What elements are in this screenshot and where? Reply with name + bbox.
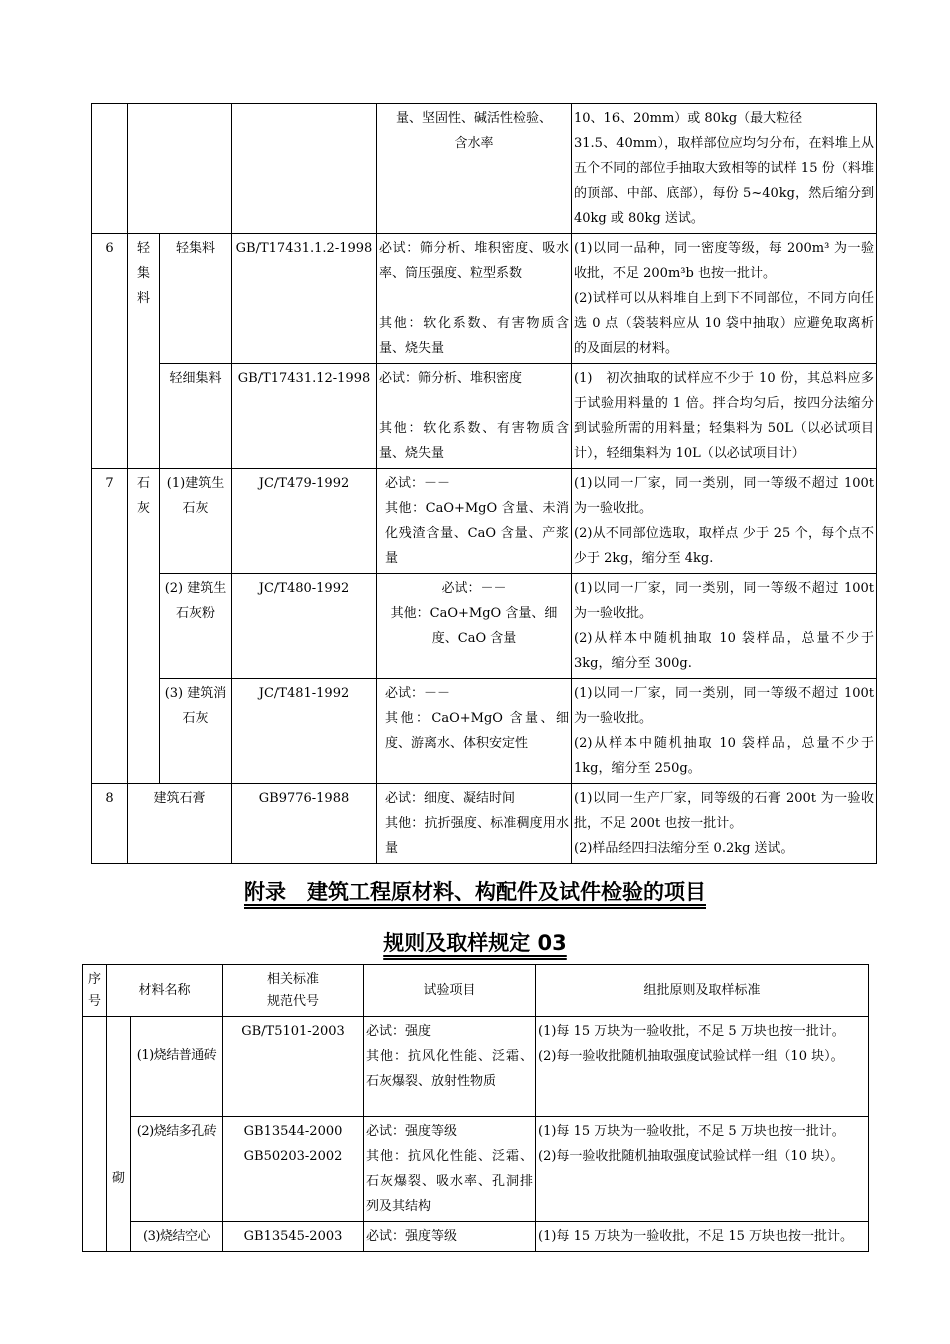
table-row xyxy=(92,364,877,469)
cell-sampling-rule: (1)以同一厂家，同一类别，同一等级不超过 100t 为一验收批。 (2)从样本中随机抽取 10 袋样品，总量不少于 1kg，缩分至 250g。 xyxy=(572,679,877,784)
cell-test-items: 必试：强度等级 xyxy=(364,1222,536,1252)
cell-standard: JC/T480-1992 xyxy=(232,574,377,679)
header-test-items: 试验项目 xyxy=(364,965,536,1017)
cell-sampling-rule: 10、16、20mm）或 80kg（最大粒径 31.5、40mm），取样部位应均匀分布，在料堆上从五个不同的部位手抽取大致相等的试样 15 份（料堆的顶部、中部、底部），每份 5~40kg，然后缩分到 40kg 或 80kg 送试。 xyxy=(572,104,877,234)
table-row xyxy=(92,234,877,364)
cell-material: (1)烧结普通砖 xyxy=(131,1017,223,1117)
cell-no: 7 xyxy=(92,469,128,784)
cell-no: 8 xyxy=(92,784,128,864)
cell-test-items: 必试：细度、凝结时间 其他：抗折强度、标准稠度用水量 xyxy=(377,784,572,864)
cell-sampling-rule: (1) 初次抽取的试样应不少于 10 份，其总料应多于试验用料量的 1 倍。拌合均匀后，按四分法缩分到试验所需的用料量；轻集料为 50L（以必试项目计），轻细集料为 10L（以必试项目计） xyxy=(572,364,877,469)
table-row xyxy=(83,1117,869,1222)
cell-test-items: 量、坚固性、碱活性检验、 含水率 xyxy=(377,104,572,234)
table-row xyxy=(92,784,877,864)
table-row xyxy=(83,1017,869,1117)
cell-group-name: 轻集料 xyxy=(128,234,160,469)
cell-test-items: 必试：筛分析、堆积密度、吸水率、筒压强度、粒型系数 其他：软化系数、有害物质含量、烧失量 xyxy=(377,234,572,364)
appendix-title-line1: 附录 建筑工程原材料、构配件及试件检验的项目 xyxy=(244,880,706,904)
cell-standard: GB/T17431.12-1998 xyxy=(232,364,377,469)
cell-test-items: 必试：强度 其他：抗风化性能、泛霜、石灰爆裂、放射性物质 xyxy=(364,1017,536,1117)
table-row xyxy=(83,1222,869,1252)
cell-group-name: 砌 xyxy=(107,1017,131,1252)
materials-table-continued xyxy=(91,103,877,864)
cell-sampling-rule: (1)以同一品种，同一密度等级，每 200m³ 为一验收批，不足 200m³b 也按一批计。 (2)试样可以从料堆自上到下不同部位，不同方向任选 0 点（袋装料应从 10 袋中抽取）应避免取离析的及面层的材料。 xyxy=(572,234,877,364)
cell-standard: GB/T5101-2003 xyxy=(223,1017,364,1117)
cell-sampling-rule: (1)以同一厂家，同一类别，同一等级不超过 100t 为一验收批。 (2)从不同部位选取，取样点 少于 25 个，每个点不少于 2kg，缩分至 4kg. xyxy=(572,469,877,574)
cell-material: (3)烧结空心 xyxy=(131,1222,223,1252)
cell-sampling-rule: (1)每 15 万块为一验收批，不足 5 万块也按一批计。 (2)每一验收批随机抽取强度试验试样一组（10 块）。 xyxy=(536,1017,869,1117)
header-no: 序号 xyxy=(83,965,107,1017)
cell-test-items: 必试：－－ 其他：CaO+MgO 含量、细度、CaO 含量 xyxy=(377,574,572,679)
cell-standard: JC/T479-1992 xyxy=(232,469,377,574)
cell-test-items: 必试：强度等级 其他：抗风化性能、泛霜、石灰爆裂、吸水率、孔洞排列及其结构 xyxy=(364,1117,536,1222)
cell-group-name: 石灰 xyxy=(128,469,160,784)
header-sampling-rule: 组批原则及取样标准 xyxy=(536,965,869,1017)
cell-standard: GB13545-2003 xyxy=(223,1222,364,1252)
header-material: 材料名称 xyxy=(107,965,223,1017)
cell-material: (2) 建筑生石灰粉 xyxy=(160,574,232,679)
cell-standard: GB/T17431.1.2-1998 xyxy=(232,234,377,364)
table-header-row xyxy=(83,965,869,1017)
cell-material: 建筑石膏 xyxy=(128,784,232,864)
cell-sampling-rule: (1)以同一生产厂家，同等级的石膏 200t 为一验收批，不足 200t 也按一批计。 (2)样品经四扫法缩分至 0.2kg 送试。 xyxy=(572,784,877,864)
cell-standard: GB13544-2000 GB50203-2002 xyxy=(223,1117,364,1222)
cell-sampling-rule: (1)每 15 万块为一验收批，不足 5 万块也按一批计。 (2)每一验收批随机抽取强度试验试样一组（10 块）。 xyxy=(536,1117,869,1222)
table-row xyxy=(92,469,877,574)
cell-sampling-rule: (1)以同一厂家，同一类别，同一等级不超过 100t 为一验收批。 (2)从样本中随机抽取 10 袋样品，总量不少于 3kg，缩分至 300g. xyxy=(572,574,877,679)
cell-no xyxy=(92,104,128,234)
cell-sampling-rule: (1)每 15 万块为一验收批，不足 15 万块也按一批计。 xyxy=(536,1222,869,1252)
appendix-title-line2: 规则及取样规定 03 xyxy=(383,931,567,955)
cell-test-items: 必试：筛分析、堆积密度 其他：软化系数、有害物质含量、烧失量 xyxy=(377,364,572,469)
table-row xyxy=(92,574,877,679)
cell-standard xyxy=(232,104,377,234)
materials-table-03 xyxy=(82,964,869,1252)
cell-no: 6 xyxy=(92,234,128,469)
cell-material: (1)建筑生石灰 xyxy=(160,469,232,574)
table-row xyxy=(92,104,877,234)
header-standard: 相关标准 规范代号 xyxy=(223,965,364,1017)
cell-material: 轻集料 xyxy=(160,234,232,364)
cell-test-items: 必试：－－ 其他：CaO+MgO 含量、未消化残渣含量、CaO 含量、产浆量 xyxy=(377,469,572,574)
cell-standard: JC/T481-1992 xyxy=(232,679,377,784)
table-row xyxy=(92,679,877,784)
cell-material: 轻细集料 xyxy=(160,364,232,469)
cell-material: (3) 建筑消石灰 xyxy=(160,679,232,784)
cell-test-items: 必试：－－ 其他：CaO+MgO 含量、细度、游离水、体积安定性 xyxy=(377,679,572,784)
cell-material: (2)烧结多孔砖 xyxy=(131,1117,223,1222)
cell-standard: GB9776-1988 xyxy=(232,784,377,864)
cell-no xyxy=(83,1017,107,1252)
cell-material xyxy=(128,104,232,234)
